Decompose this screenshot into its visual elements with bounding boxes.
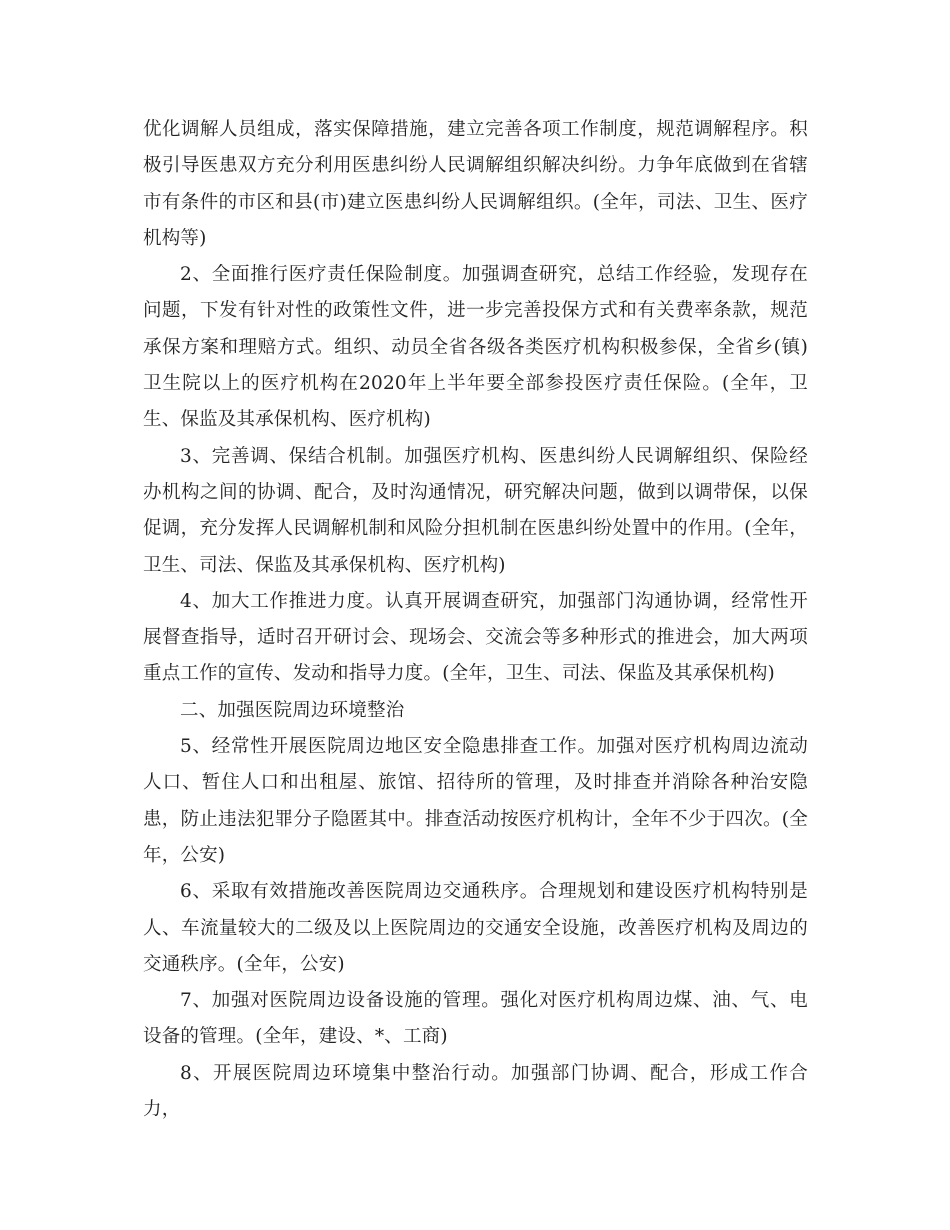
paragraph-item-6: 6、采取有效措施改善医院周边交通秩序。合理规划和建设医疗机构特别是人、车流量较大的二级及以上医院周边的交通安全设施，改善医疗机构及周边的交通秩序。(全年，公安) (143, 881, 808, 975)
paragraph-item-2: 2、全面推行医疗责任保险制度。加强调查研究，总结工作经验，发现存在问题，下发有针对性的政策性文件，进一步完善投保方式和有关费率条款，规范承保方案和理赔方式。组织、动员全省各级各类医疗机构积极参保，全省乡(镇)卫生院以上的医疗机构在2020年上半年要全部参投医疗责任保险。(全年，卫生、保监及其承保机构、医疗机构) (143, 264, 808, 431)
section-heading: 二、加强医院周边环境整治 (180, 699, 405, 721)
paragraph-item-4: 4、加大工作推进力度。认真开展调查研究，加强部门沟通协调，经常性开展督查指导，适时召开研讨会、现场会、交流会等多种形式的推进会，加大两项重点工作的宣传、发动和指导力度。(全年，卫生、司法、保监及其承保机构) (143, 590, 808, 685)
paragraph-continuation: 优化调解人员组成，落实保障措施，建立完善各项工作制度，规范调解程序。积极引导医患双方充分利用医患纠纷人民调解组织解决纠纷。力争年底做到在省辖市有条件的市区和县(市)建立医患纠纷人民调解组织。(全年，司法、卫生、医疗机构等) (143, 119, 808, 249)
paragraph-item-3: 3、完善调、保结合机制。加强医疗机构、医患纠纷人民调解组织、保险经办机构之间的协调、配合，及时沟通情况，研究解决问题，做到以调带保，以保促调，充分发挥人民调解机制和风险分担机制在医患纠纷处置中的作用。(全年，卫生、司法、保监及其承保机构、医疗机构) (143, 445, 808, 576)
paragraph-item-7: 7、加强对医院周边设备设施的管理。强化对医疗机构周边煤、油、气、电设备的管理。(全年，建设、*、工商) (143, 990, 808, 1048)
paragraph-item-5: 5、经常性开展医院周边地区安全隐患排查工作。加强对医疗机构周边流动人口、暂住人口和出租屋、旅馆、招待所的管理，及时排查并消除各种治安隐患，防止违法犯罪分子隐匿其中。排查活动按医疗机构计，全年不少于四次。(全年，公安) (143, 736, 808, 866)
paragraph-item-8: 8、开展医院周边环境集中整治行动。加强部门协调、配合，形成工作合力， (143, 1062, 808, 1121)
document-body (143, 112, 808, 1128)
